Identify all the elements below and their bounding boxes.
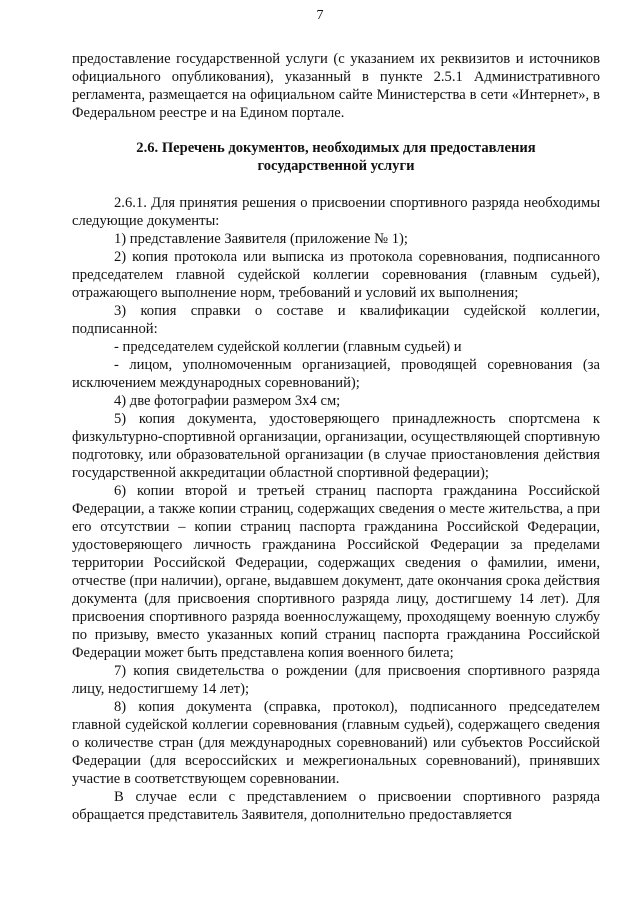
paragraph-2-6-1: 2.6.1. Для принятия решения о присвоении спортивного разряда необходимы следующие документы: bbox=[72, 195, 600, 229]
list-item-4: 4) две фотографии размером 3х4 см; bbox=[114, 393, 341, 409]
list-item-3: 3) копия справки о составе и квалификации судейской коллегии, подписанной: bbox=[72, 303, 600, 337]
list-item-1: 1) представление Заявителя (приложение № 1); bbox=[114, 231, 408, 247]
list-item-8: 8) копия документа (справка, протокол), подписанного председателем главной судейской коллегии соревнования (главным судьей), содержащего сведения о количестве стран (для международных соревнований) или субъектов Российской Федерации (для всероссийских и межрегиональных соревнований), принявших участие в соответствующем соревновании. bbox=[72, 699, 600, 787]
list-item-6: 6) копии второй и третьей страниц паспорта гражданина Российской Федерации, а также копии страниц, содержащих сведения о месте жительства, а при его отсутствии – копии страниц паспорта гражданина Российской Федерации, удостоверяющего личность гражданина Российской Федерации за пределами территории Российской Федерации, содержащих сведения о фамилии, имени, отчестве (при наличии), органе, выдавшем документ, дате окончания срока действия документа (для присвоения спортивного разряда лицу, достигшему 14 лет). Для присвоения спортивного разряда военнослужащему, проходящему военную службу по призыву, вместо указанных копий страниц паспорта гражданина Российской Федерации может быть представлена копия военного билета; bbox=[72, 483, 600, 661]
list-item-7: 7) копия свидетельства о рождении (для присвоения спортивного разряда лицу, недостигшему 14 лет); bbox=[72, 663, 600, 697]
list-item-5: 5) копия документа, удостоверяющего принадлежность спортсмена к физкультурно-спортивной организации, организации, осуществляющей спортивную подготовку, или образовательной организации (в случае приостановления действия государственной аккредитации областной спортивной федерации); bbox=[72, 411, 600, 481]
page-number: 7 bbox=[316, 8, 324, 23]
list-subitem-authorized-person: - лицом, уполномоченным организацией, проводящей соревнования (за исключением международных соревнований); bbox=[72, 357, 600, 391]
document-body bbox=[72, 50, 600, 824]
list-item-2: 2) копия протокола или выписка из протокола соревнования, подписанного председателем главной судейской коллегии соревнования (главным судьей), отражающего выполнение норм, требований и условий их выполнения; bbox=[72, 249, 600, 301]
intro-paragraph: предоставление государственной услуги (с указанием их реквизитов и источников официального опубликования), указанный в пункте 2.5.1 Административного регламента, размещается на официальном сайте Министерства в сети «Интернет», в Федеральном реестре и на Едином портале. bbox=[72, 51, 600, 121]
closing-paragraph: В случае если с представлением о присвоении спортивного разряда обращается представитель Заявителя, дополнительно предоставляется bbox=[72, 789, 600, 823]
list-subitem-chairman: - председателем судейской коллегии (главным судьей) и bbox=[114, 339, 462, 355]
section-heading: 2.6. Перечень документов, необходимых для предоставления государственной услуги bbox=[136, 140, 536, 174]
